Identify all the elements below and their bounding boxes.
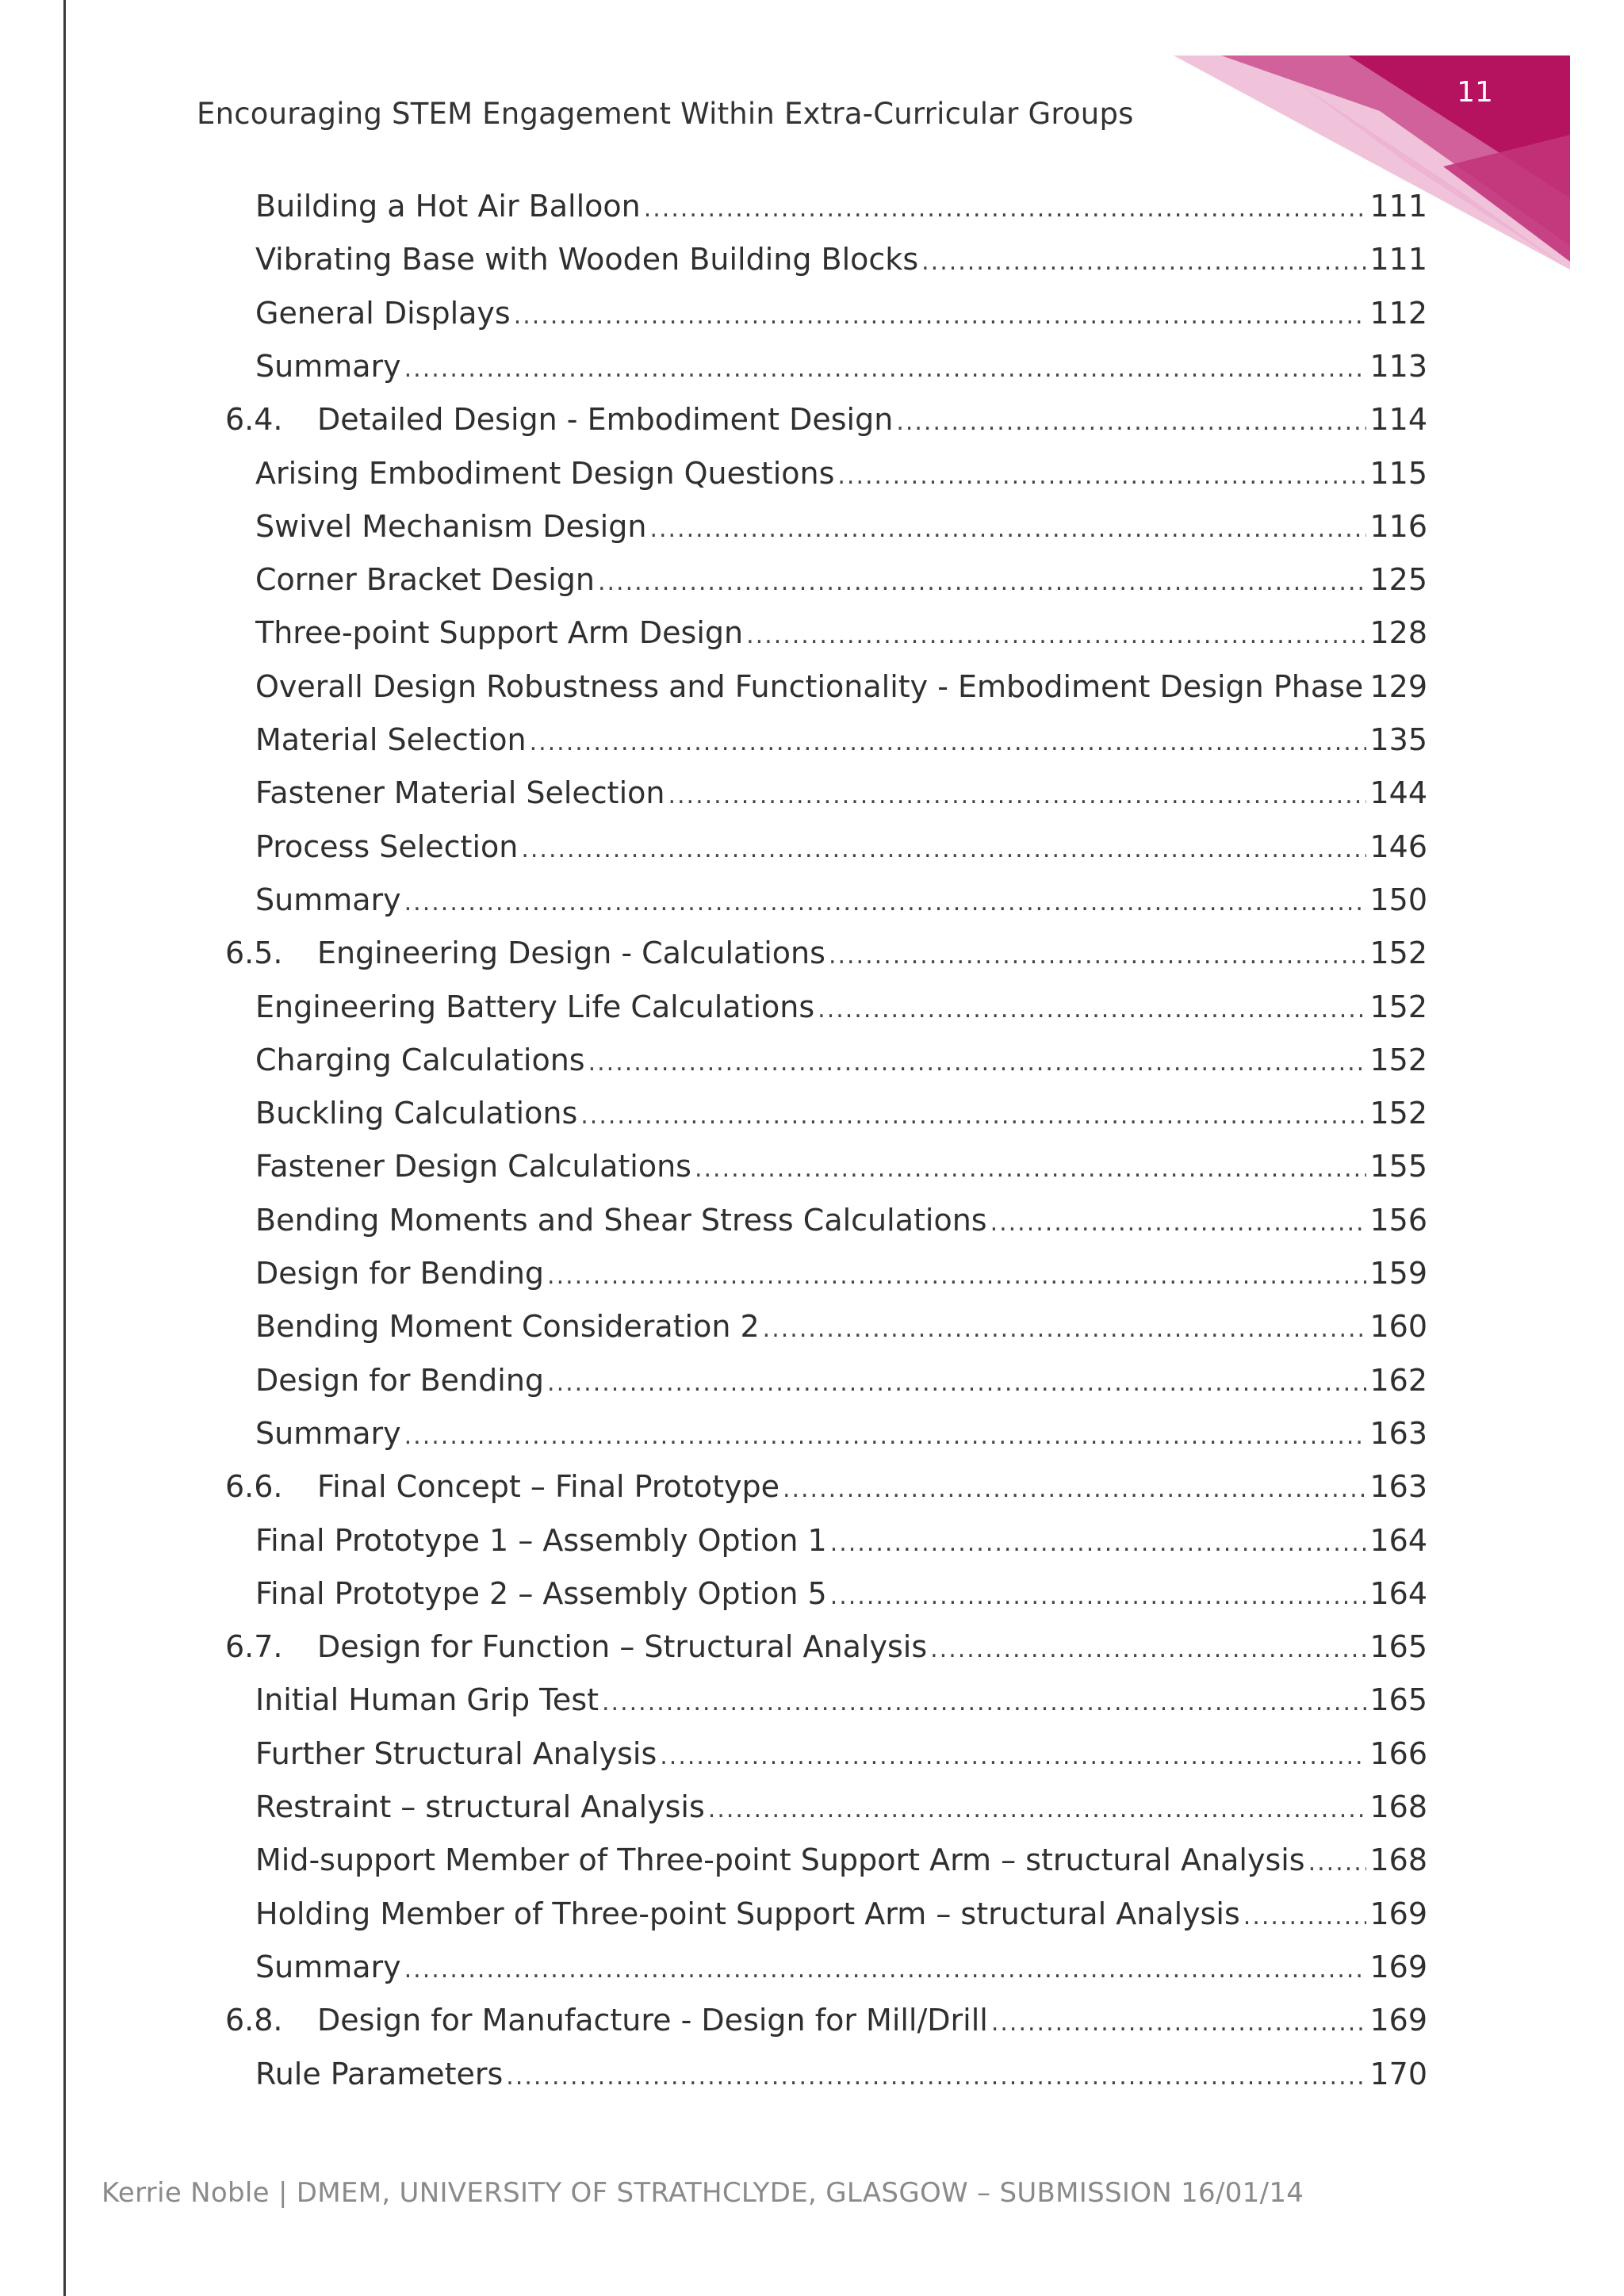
toc-subsection-entry[interactable] — [255, 615, 1427, 660]
toc-entry-title: Process Selection — [255, 829, 519, 864]
toc-section-number: 6.6. — [225, 1469, 283, 1504]
toc-dot-leader — [818, 996, 1366, 1024]
page-footer: Kerrie Noble | DMEM, UNIVERSITY OF STRATHCLYDE, GLASGOW – SUBMISSION 16/01/14 — [102, 2177, 1304, 2209]
toc-subsection-entry[interactable] — [255, 1843, 1427, 1887]
toc-entry-title: Holding Member of Three-point Support Arm – structural Analysis — [255, 1896, 1240, 1931]
toc-dot-leader — [530, 729, 1367, 756]
toc-page-number: 150 — [1369, 882, 1427, 917]
toc-page-number: 113 — [1369, 349, 1427, 384]
toc-section-entry[interactable] — [225, 1629, 1427, 1674]
toc-subsection-entry[interactable] — [255, 189, 1427, 233]
toc-entry-title: Bending Moments and Shear Stress Calculations — [255, 1203, 987, 1238]
toc-section-number: 6.8. — [225, 2003, 283, 2038]
toc-page-number: 135 — [1369, 722, 1427, 757]
toc-section-entry[interactable] — [225, 2003, 1427, 2047]
toc-subsection-entry[interactable] — [255, 349, 1427, 393]
toc-subsection-entry[interactable] — [255, 1363, 1427, 1407]
toc-dot-leader — [404, 1956, 1367, 1984]
toc-dot-leader — [830, 1582, 1367, 1610]
toc-page-number: 169 — [1369, 1950, 1427, 1984]
toc-entry-title: Engineering Battery Life Calculations — [255, 989, 815, 1024]
toc-dot-leader — [580, 1102, 1366, 1130]
toc-entry-title: Charging Calculations — [255, 1043, 585, 1077]
toc-section-entry[interactable] — [225, 936, 1427, 980]
toc-section-entry[interactable] — [225, 1469, 1427, 1513]
toc-page-number: 163 — [1369, 1469, 1427, 1504]
toc-entry-title: Summary — [255, 882, 401, 917]
toc-page-number: 115 — [1369, 456, 1427, 491]
toc-entry-title: Final Concept – Final Prototype — [317, 1469, 779, 1504]
toc-entry-title: General Displays — [255, 296, 511, 331]
page-number: 11 — [1457, 76, 1493, 109]
toc-page-number: 144 — [1369, 775, 1427, 810]
toc-dot-leader — [644, 195, 1367, 223]
toc-dot-leader — [404, 355, 1367, 383]
toc-dot-leader — [921, 248, 1366, 276]
toc-dot-leader — [588, 1049, 1367, 1077]
toc-entry-title: Buckling Calculations — [255, 1096, 578, 1131]
toc-subsection-entry[interactable] — [255, 1950, 1427, 1994]
toc-subsection-entry[interactable] — [255, 1256, 1427, 1300]
toc-subsection-entry[interactable] — [255, 1789, 1427, 1834]
toc-dot-leader — [660, 1743, 1366, 1770]
toc-page-number: 125 — [1369, 562, 1427, 597]
toc-subsection-entry[interactable] — [255, 1043, 1427, 1087]
toc-dot-leader — [547, 1262, 1366, 1290]
toc-page-number: 165 — [1369, 1629, 1427, 1664]
toc-page-number: 111 — [1369, 242, 1427, 277]
toc-page-number: 169 — [1369, 2003, 1427, 2038]
toc-subsection-entry[interactable] — [255, 1416, 1427, 1460]
toc-subsection-entry[interactable] — [255, 509, 1427, 553]
page-left-border — [63, 0, 66, 2296]
toc-subsection-entry[interactable] — [255, 1203, 1427, 1247]
toc-entry-title: Summary — [255, 349, 401, 384]
toc-page-number: 155 — [1369, 1149, 1427, 1184]
toc-page-number: 128 — [1369, 615, 1427, 650]
toc-entry-title: Swivel Mechanism Design — [255, 509, 647, 544]
toc-page-number: 169 — [1369, 1896, 1427, 1931]
toc-entry-title: Detailed Design - Embodiment Design — [317, 402, 894, 437]
toc-entry-title: Fastener Material Selection — [255, 775, 665, 810]
toc-dot-leader — [404, 889, 1367, 916]
toc-dot-leader — [837, 462, 1366, 490]
toc-subsection-entry[interactable] — [255, 1682, 1427, 1727]
toc-entry-title: Design for Bending — [255, 1256, 545, 1291]
toc-subsection-entry[interactable] — [255, 882, 1427, 927]
toc-subsection-entry[interactable] — [255, 775, 1427, 820]
toc-entry-title: Further Structural Analysis — [255, 1736, 657, 1771]
toc-entry-title: Design for Function – Structural Analysis — [317, 1629, 928, 1664]
toc-entry-title: Final Prototype 2 – Assembly Option 5 — [255, 1576, 827, 1611]
toc-page-number: 159 — [1369, 1256, 1427, 1291]
running-header-title: Encouraging STEM Engagement Within Extra-Curricular Groups — [197, 97, 1134, 131]
toc-page-number: 156 — [1369, 1203, 1427, 1238]
toc-entry-title: Summary — [255, 1950, 401, 1984]
toc-subsection-entry[interactable] — [255, 1149, 1427, 1193]
toc-subsection-entry[interactable] — [255, 562, 1427, 607]
toc-subsection-entry[interactable] — [255, 1736, 1427, 1781]
toc-dot-leader — [830, 1529, 1367, 1557]
toc-dot-leader — [506, 2063, 1366, 2091]
toc-page-number: 160 — [1369, 1309, 1427, 1344]
toc-page-number: 168 — [1369, 1789, 1427, 1824]
toc-dot-leader — [1243, 1903, 1367, 1931]
toc-entry-title: Arising Embodiment Design Questions — [255, 456, 835, 491]
toc-entry-title: Final Prototype 1 – Assembly Option 1 — [255, 1523, 827, 1558]
toc-subsection-entry[interactable] — [255, 296, 1427, 340]
toc-subsection-entry[interactable] — [255, 829, 1427, 874]
toc-page-number: 146 — [1369, 829, 1427, 864]
toc-page-number: 152 — [1369, 936, 1427, 970]
toc-subsection-entry[interactable] — [255, 1896, 1427, 1941]
toc-subsection-entry[interactable] — [255, 1309, 1427, 1353]
toc-entry-title: Rule Parameters — [255, 2057, 504, 2091]
toc-subsection-entry[interactable] — [255, 242, 1427, 286]
toc-page-number: 129 — [1369, 669, 1427, 704]
toc-page-number: 114 — [1369, 402, 1427, 437]
toc-page-number: 163 — [1369, 1416, 1427, 1451]
toc-entry-title: Fastener Design Calculations — [255, 1149, 691, 1184]
toc-entry-title: Mid-support Member of Three-point Support Arm – structural Analysis — [255, 1843, 1305, 1877]
toc-dot-leader — [649, 515, 1366, 543]
toc-dot-leader — [763, 1315, 1367, 1343]
toc-entry-title: Restraint – structural Analysis — [255, 1789, 705, 1824]
toc-page-number: 168 — [1369, 1843, 1427, 1877]
toc-page-number: 170 — [1369, 2057, 1427, 2091]
toc-dot-leader — [708, 1796, 1367, 1823]
toc-entry-title: Material Selection — [255, 722, 527, 757]
toc-dot-leader — [602, 1689, 1366, 1716]
toc-subsection-entry[interactable] — [255, 2057, 1427, 2101]
toc-dot-leader — [404, 1422, 1367, 1450]
toc-entry-title: Three-point Support Arm Design — [255, 615, 744, 650]
toc-dot-leader — [668, 782, 1366, 809]
toc-entry-title: Building a Hot Air Balloon — [255, 189, 641, 224]
toc-subsection-entry[interactable] — [255, 669, 1427, 714]
toc-entry-title: Design for Manufacture - Design for Mill/Drill — [317, 2003, 988, 2038]
toc-entry-title: Engineering Design - Calculations — [317, 936, 825, 970]
toc-dot-leader — [1308, 1849, 1367, 1877]
toc-subsection-entry[interactable] — [255, 1576, 1427, 1621]
toc-dot-leader — [514, 302, 1367, 330]
toc-subsection-entry[interactable] — [255, 989, 1427, 1034]
toc-page-number: 164 — [1369, 1523, 1427, 1558]
toc-page-number: 166 — [1369, 1736, 1427, 1771]
toc-subsection-entry[interactable] — [255, 1523, 1427, 1567]
toc-dot-leader — [990, 1209, 1367, 1237]
toc-dot-leader — [930, 1636, 1366, 1663]
toc-page-number: 112 — [1369, 296, 1427, 331]
toc-subsection-entry[interactable] — [255, 456, 1427, 500]
toc-page-number: 116 — [1369, 509, 1427, 544]
toc-entry-title: Initial Human Grip Test — [255, 1682, 599, 1717]
toc-entry-title: Overall Design Robustness and Functionality - Embodiment Design Phase — [255, 669, 1364, 704]
toc-dot-leader — [991, 2009, 1367, 2037]
toc-entry-title: Vibrating Base with Wooden Building Blocks — [255, 242, 919, 277]
toc-dot-leader — [783, 1475, 1367, 1503]
toc-dot-leader — [746, 622, 1366, 649]
toc-dot-leader — [598, 568, 1366, 596]
toc-subsection-entry[interactable] — [255, 722, 1427, 767]
toc-dot-leader — [521, 836, 1366, 863]
toc-section-entry[interactable] — [225, 402, 1427, 446]
toc-entry-title: Summary — [255, 1416, 401, 1451]
toc-subsection-entry[interactable] — [255, 1096, 1427, 1140]
toc-section-number: 6.7. — [225, 1629, 283, 1664]
toc-entry-title: Bending Moment Consideration 2 — [255, 1309, 760, 1344]
toc-dot-leader — [896, 408, 1366, 436]
toc-dot-leader — [547, 1369, 1366, 1397]
toc-page-number: 165 — [1369, 1682, 1427, 1717]
toc-page-number: 164 — [1369, 1576, 1427, 1611]
toc-dot-leader — [695, 1155, 1367, 1183]
toc-page-number: 152 — [1369, 1096, 1427, 1131]
toc-entry-title: Corner Bracket Design — [255, 562, 595, 597]
toc-section-number: 6.5. — [225, 936, 283, 970]
toc-entry-title: Design for Bending — [255, 1363, 545, 1398]
toc-page-number: 152 — [1369, 1043, 1427, 1077]
toc-dot-leader — [829, 942, 1367, 970]
toc-section-number: 6.4. — [225, 402, 283, 437]
toc-page-number: 111 — [1369, 189, 1427, 224]
toc-page-number: 152 — [1369, 989, 1427, 1024]
toc-page-number: 162 — [1369, 1363, 1427, 1398]
